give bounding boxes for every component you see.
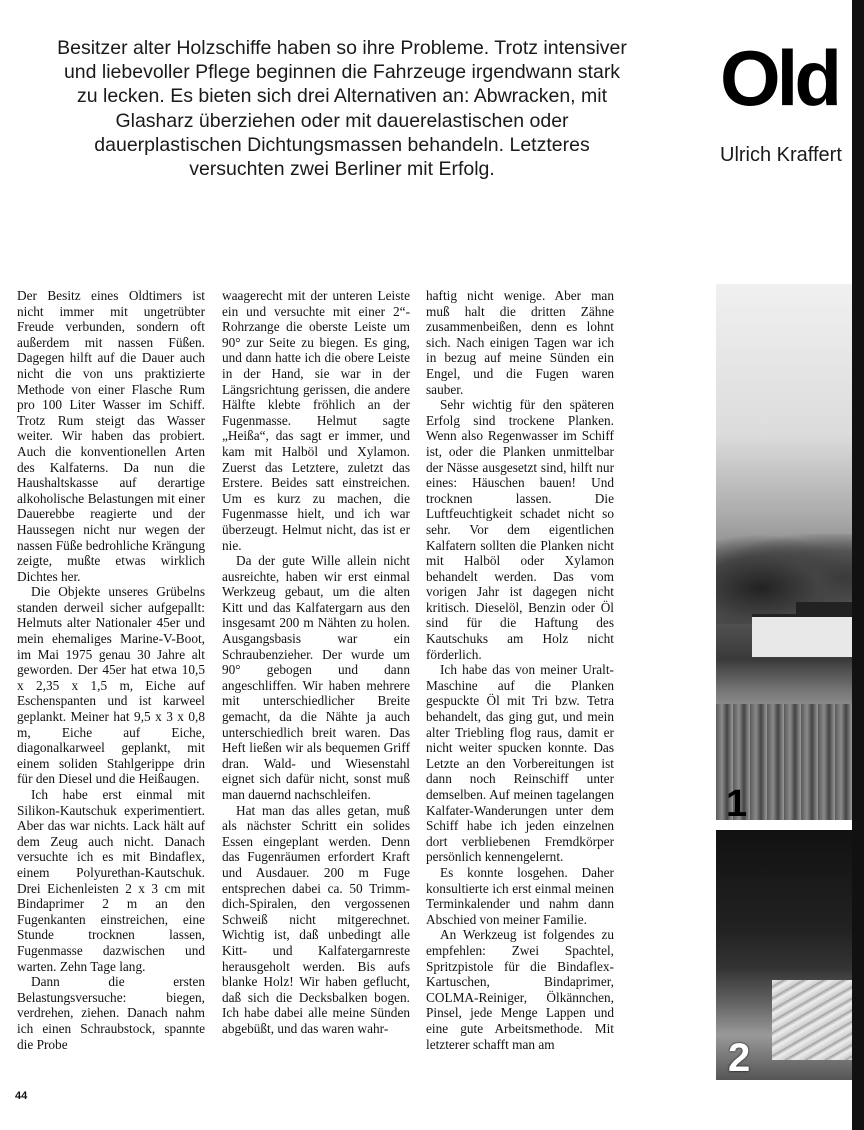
intro-paragraph [52,36,632,181]
paragraph: Da der gute Wille allein nicht ausreichte, haben wir erst einmal Werkzeug gebaut, um die alten Kitt und das Kalfatergarn aus den insgesamt 200 m Nähten zu holen. Ausgangsbasis war ein Schraubenzieher. Der wurde um 90° gebogen und dann angeschliffen. Wir haben mehrere mit unterschiedlicher Breite gemacht, da die Nähte ja auch unterschiedlich breit waren. Das Heft ließen wir als bequemen Griff dran. Wald- und Wiesenstahl eignet sich dafür nicht, sonst muß man dauernd nachschleifen. [222,553,410,802]
page-number: 44 [15,1090,28,1102]
paragraph: Ich habe erst einmal mit Silikon-Kautschuk experimentiert. Aber das war nichts. Lack hält auf dem Zeug auch nicht. Danach versuchte ich es mit Bindaflex, einem Polyurethan-Kautschuk. Drei Eichenleisten 2 x 3 cm mit Bindaprimer 2 m an den Fugenkanten einstreichen, eine Stunde trocknen lassen, Fugenmasse dazwischen und warten. Zehn Tage lang. [17,787,205,974]
author-name: Ulrich Kraffert [720,144,842,166]
boat-photo [716,284,864,820]
figure-label-1: 1 [726,783,748,825]
text-column-3 [426,288,614,1052]
intro-text: Besitzer alter Holzschiffe haben so ihre Probleme. Trotz intensiver und liebevoller Pflege beginnen die Fahrzeuge irgendwann stark zu lecken. Es bieten sich drei Alternativen an: Abwracken, mit Glasharz überziehen oder mit dauerelastischen oder dauerplastischen Dichtungsmassen behandeln. Letzteres versuchten zwei Berliner mit Erfolg. [57,37,627,181]
paragraph: Es konnte losgehen. Daher konsultierte ich erst einmal meinen Terminkalender und nahm dann Abschied von meiner Familie. [426,864,614,927]
page-edge [852,0,864,1130]
paragraph: Die Objekte unseres Grübelns standen derweil sicher aufgepallt: Helmuts alter Nationaler 45er und mein ehemaliges Marine-V-Boot, im Mai 1975 genau 30 Jahre alt geworden. Der 45er hat etwa 10,5 x 2,35 x 1,5 m, Eiche auf Eschenspanten und ist karweel geplankt. Meiner hat 9,5 x 3 x 0,8 m, Eiche auf Eiche, diagonalkarweel geplankt, mit einem soliden Stahlgerippe drin für den Diesel und die Heißaugen. [17,584,205,787]
text-column-1 [17,288,205,1052]
paragraph: waagerecht mit der unteren Leiste ein und versuchte mit einer 2“-Rohrzange die oberste Leiste um 90° zur Seite zu biegen. Es ging, und dann hatte ich die obere Leiste in der Hand, sie war in der Längsrichtung gerissen, die andere Hälfte klebte fröhlich an der Fugenmasse. Helmut sagte „Heißa“, das sagt er immer, und kam mit Halböl und Xylamon. Zuerst das Letztere, zuletzt das Erstere. Beides satt einstreichen. Um es kurz zu machen, die Fugenmasse hielt, und ich war überzeugt. Helmut nicht, das ist er nie. [222,288,410,553]
paragraph: An Werkzeug ist folgendes zu empfehlen: Zwei Spachtel, Spritzpistole für die Bindaflex-Kartuschen, Bindaprimer, COLMA-Reiniger, Ölkännchen, Pinsel, jede Menge Lappen und eine gute Arbeitsmethode. Mit letzterer schafft man am [426,927,614,1052]
text-column-2 [222,288,410,1037]
headline: Old [720,34,838,122]
boat-hull [752,614,864,657]
paragraph: Ich habe das von meiner Uralt-Maschine auf die Planken gespuckte Öl mit Tri bzw. Tetra behandelt, das ging gut, und mein alter Triebling flog raus, damit er nicht weiter spucken konnte. Das Letzte an den Vorbereitungen ist dann noch Reinschiff unter demselben. Auf meinen tagelangen Kalfater-Wanderungen unter dem Schiff habe ich jeden einzelnen dort verbliebenen Fremdkörper persönlich kennengelernt. [426,662,614,865]
paragraph: Sehr wichtig für den späteren Erfolg sind trockene Planken. Wenn also Regenwasser im Schiff ist, oder die Planken unmittelbar der Nässe ausgesetzt sind, hilft nur eines: Häuschen bauen! Und trocknen lassen. Die Luftfeuchtigkeit schadet nicht so sehr. Vor dem eigentlichen Kalfatern sollten die Planken nicht mit Halböl oder Xylamon behandelt werden. Das vom vorigen Jahr ist dagegen nicht kritisch. Dieselöl, Benzin oder Öl sind für die Haftung des Kautschuks am Holz nicht förderlich. [426,397,614,662]
figure-label-2: 2 [728,1036,751,1080]
paragraph: Dann die ersten Belastungsversuche: biegen, verdrehen, ziehen. Danach nahm ich einen Schraubstock, spannte die Probe [17,974,205,1052]
paragraph: Hat man das alles getan, muß als nächster Schritt ein solides Essen eingeplant werden. Denn das Fugenräumen erfordert Kraft und Ausdauer. 200 m Fuge entsprechen dabei ca. 50 Trimm-dich-Spiralen, den vergossenen Schweiß nicht mitgerechnet. Wichtig ist, daß unbedingt alle Kitt- und Kalfatergarnreste herausgeholt werden. Bis aufs blanke Holz! Wir haben geflucht, daß sich die Decksbalken bogen. Ich habe dabei alle meine Sünden abgebüßt, und das waren wahr- [222,802,410,1036]
paragraph: haftig nicht wenige. Aber man muß halt die dritten Zähne zusammenbeißen, denn es lohnt sich. Nach einigen Tagen war ich in bezug auf meine Sünden ein Engel, und die Fugen waren sauber. [426,288,614,397]
planks-detail [772,980,864,1060]
paragraph: Der Besitz eines Oldtimers ist nicht immer mit ungetrübter Freude verbunden, sondern oft außerdem mit nassen Füßen. Dagegen hilft auf die Dauer auch nicht die von uns praktizierte Methode von einer Flasche Rum pro 100 Liter Wasser im Schiff. Trotz Rum steigt das Wasser weiter. Wir haben das probiert. Auch die konventionellen Arten des Kalfaterns. Da nun die Haushaltskasse auf derartige alkoholische Belastungen mit einer Dauerebbe reagierte und der Haussegen nicht nur wegen der nassen Füße bedrohliche Krängung zeigte, mußte etwas wirklich Dichtes her. [17,288,205,584]
